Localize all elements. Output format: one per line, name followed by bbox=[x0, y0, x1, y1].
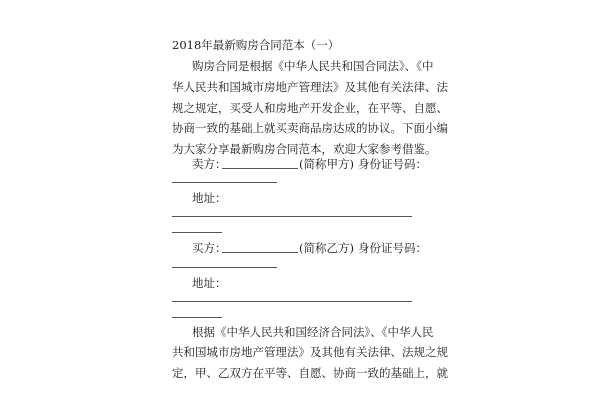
body-line: 定，甲、乙双方在平等、自愿、协商一致的基础上，就 bbox=[172, 366, 448, 380]
buyer-id-blank bbox=[172, 267, 277, 268]
buyer-address-blank bbox=[172, 301, 412, 302]
buyer-address-blank-2 bbox=[172, 317, 222, 318]
buyer-name-blank bbox=[222, 252, 298, 253]
seller-id-blank bbox=[172, 182, 277, 183]
intro-line: 协商一致的基础上就买卖商品房达成的协议。下面小编 bbox=[172, 121, 448, 135]
document-title: 2018年最新购房合同范本（一） bbox=[172, 38, 340, 52]
body-line: 共和国城市房地产管理法》及其他有关法律、法规之规 bbox=[172, 345, 448, 359]
buyer-address-label: 地址： bbox=[192, 276, 227, 290]
intro-line: 购房合同是根据《中华人民共和国合同法》、《中 bbox=[192, 59, 434, 73]
buyer-id-label: 身份证号码： bbox=[358, 241, 427, 255]
seller-id-label: 身份证号码： bbox=[358, 157, 427, 171]
buyer-short-name: (简称乙方) bbox=[299, 241, 354, 255]
seller-address-label: 地址： bbox=[192, 191, 227, 205]
buyer-label: 买方： bbox=[192, 241, 227, 255]
seller-address-blank bbox=[172, 216, 412, 217]
intro-line: 规之规定，买受人和房地产开发企业，在平等、自愿、 bbox=[172, 101, 448, 115]
seller-short-name: (简称甲方) bbox=[299, 157, 354, 171]
seller-name-blank bbox=[222, 168, 298, 169]
body-line: 根据《中华人民共和国经济合同法》、《中华人民 bbox=[192, 325, 434, 339]
intro-line: 为大家分享最新购房合同范本，欢迎大家参考借鉴。 bbox=[172, 142, 437, 156]
seller-address-blank-2 bbox=[172, 232, 222, 233]
intro-line: 华人民共和国城市房地产管理法》及其他有关法律、法 bbox=[172, 80, 448, 94]
seller-label: 卖方： bbox=[192, 157, 227, 171]
